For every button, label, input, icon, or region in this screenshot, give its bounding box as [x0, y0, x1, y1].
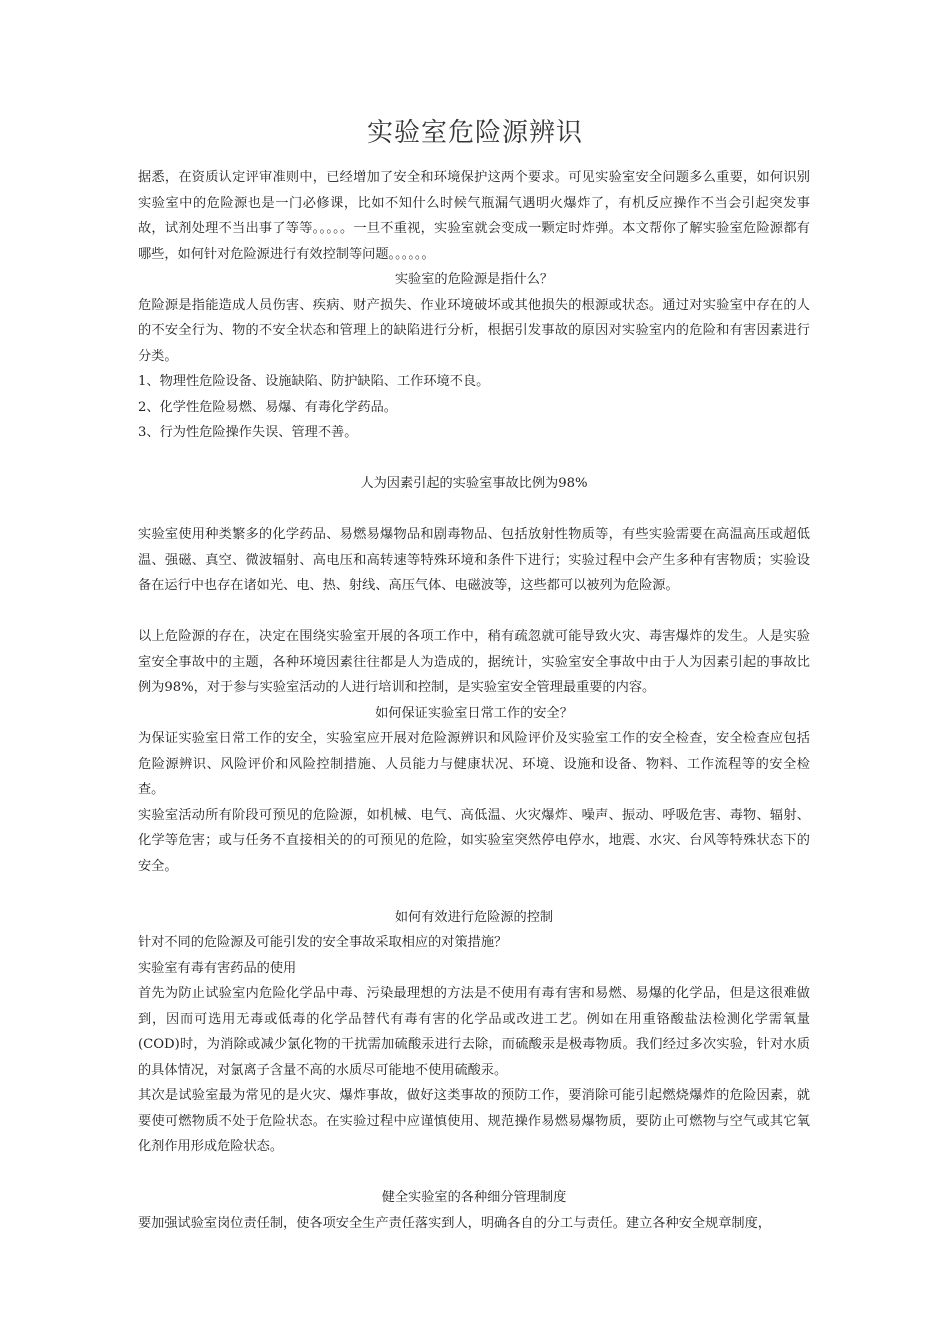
paragraph: 为保证实验室日常工作的安全，实验室应开展对危险源辨识和风险评价及实验室工作的安全检查，安全检查应包括危险源辨识、风险评价和风险控制措施、人员能力与健康状况、环境、设施和设备、物料、工作流程等的安全检查。: [138, 731, 810, 797]
paragraph: 以上危险源的存在，决定在围绕实验室开展的各项工作中，稍有疏忽就可能导致火灾、毒害爆炸的发生。人是实验室安全事故中的主题，各种环境因素往往都是人为造成的，据统计，实验室安全事故中由于人为因素引起的事故比例为98%，对于参与实验室活动的人进行培训和控制，是实验室安全管理最重要的内容。: [138, 629, 810, 695]
paragraph: 其次是试验室最为常见的是火灾、爆炸事故，做好这类事故的预防工作，要消除可能引起燃烧爆炸的危险因素，就要使可燃物质不处于危险状态。在实验过程中应谨慎使用、规范操作易燃易爆物质，要防止可燃物与空气或其它氧化剂作用形成危险状态。: [138, 1088, 810, 1154]
section-heading: 健全实验室的各种细分管理制度: [381, 1190, 567, 1205]
paragraph: 实验室使用种类繁多的化学药品、易燃易爆物品和剧毒物品、包括放射性物质等，有些实验需要在高温高压或超低温、强磁、真空、微波辐射、高电压和高转速等特殊环境和条件下进行；实验过程中会产生多种有害物质；实验设备在运行中也存在诸如光、电、热、射线、高压气体、电磁波等，这些都可以被列为危险源。: [138, 527, 810, 593]
paragraph: 据悉，在资质认定评审准则中，已经增加了安全和环境保护这两个要求。可见实验室安全问题多么重要，如何识别实验室中的危险源也是一门必修课，比如不知什么时候气瓶漏气遇明火爆炸了，有机反应操作不当会引起突发事故，试剂处理不当出事了等等。。。。。一旦不重视，实验室就会变成一颗定时炸弹。本文帮你了解实验室危险源都有哪些，如何针对危险源进行有效控制等问题。。。。。。: [138, 170, 810, 262]
blank-line: [138, 599, 810, 625]
paragraph: 1、物理性危险设备、设施缺陷、防护缺陷、工作环境不良。: [138, 374, 490, 389]
paragraph: 2、化学性危险易燃、易爆、有毒化学药品。: [138, 399, 397, 415]
blank-line: [138, 1160, 810, 1186]
paragraph: 危险源是指能造成人员伤害、疾病、财产损失、作业环境破坏或其他损失的根源或状态。通过对实验室中存在的人的不安全行为、物的不安全状态和管理上的缺陷进行分析，根据引发事故的原因对实验室内的危险和有害因素进行分类。: [138, 297, 810, 364]
blank-line: [138, 497, 810, 523]
paragraph: 要加强试验室岗位责任制，使各项安全生产责任落实到人，明确各自的分工与责任。建立各种安全规章制度，: [138, 1215, 771, 1231]
paragraph: 首先为防止试验室内危险化学品中毒、污染最理想的方法是不使用有毒有害和易燃、易爆的化学品，但是这很难做到，因而可选用无毒或低毒的化学品替代有毒有害的化学品或改进工艺。例如在用重铬酸盐法检测化学需氧量(COD)时，为消除或减少氯化物的干扰需加硫酸汞进行去除，而硫酸汞是极毒物质。我们经过多次实验，针对水质的具体情况，对氯离子含量不高的水质尽可能地不使用硫酸汞。: [138, 986, 810, 1078]
document-body: [138, 165, 810, 1236]
paragraph: 实验室有毒有害药品的使用: [138, 960, 297, 976]
paragraph: 针对不同的危险源及可能引发的安全事故采取相应的对策措施？: [138, 935, 508, 950]
blank-line: [138, 446, 810, 472]
paragraph: 实验室活动所有阶段可预见的危险源，如机械、电气、高低温、火灾爆炸、噪声、振动、呼吸危害、毒物、辐射、化学等危害；或与任务不直接相关的的可预见的危险，如实验室突然停电停水，地震、水灾、台风等特殊状态下的安全。: [138, 807, 810, 874]
blank-line: [138, 879, 810, 905]
document-title: 实验室危险源辨识: [366, 118, 583, 148]
section-heading: 如何有效进行危险源的控制: [394, 909, 554, 925]
section-heading: 实验室的危险源是指什么？: [394, 272, 554, 287]
section-heading: 如何保证实验室日常工作的安全？: [375, 705, 573, 721]
section-heading: 人为因素引起的实验室事故比例为98%: [360, 476, 588, 491]
paragraph: 3、行为性危险操作失误、管理不善。: [138, 425, 358, 440]
